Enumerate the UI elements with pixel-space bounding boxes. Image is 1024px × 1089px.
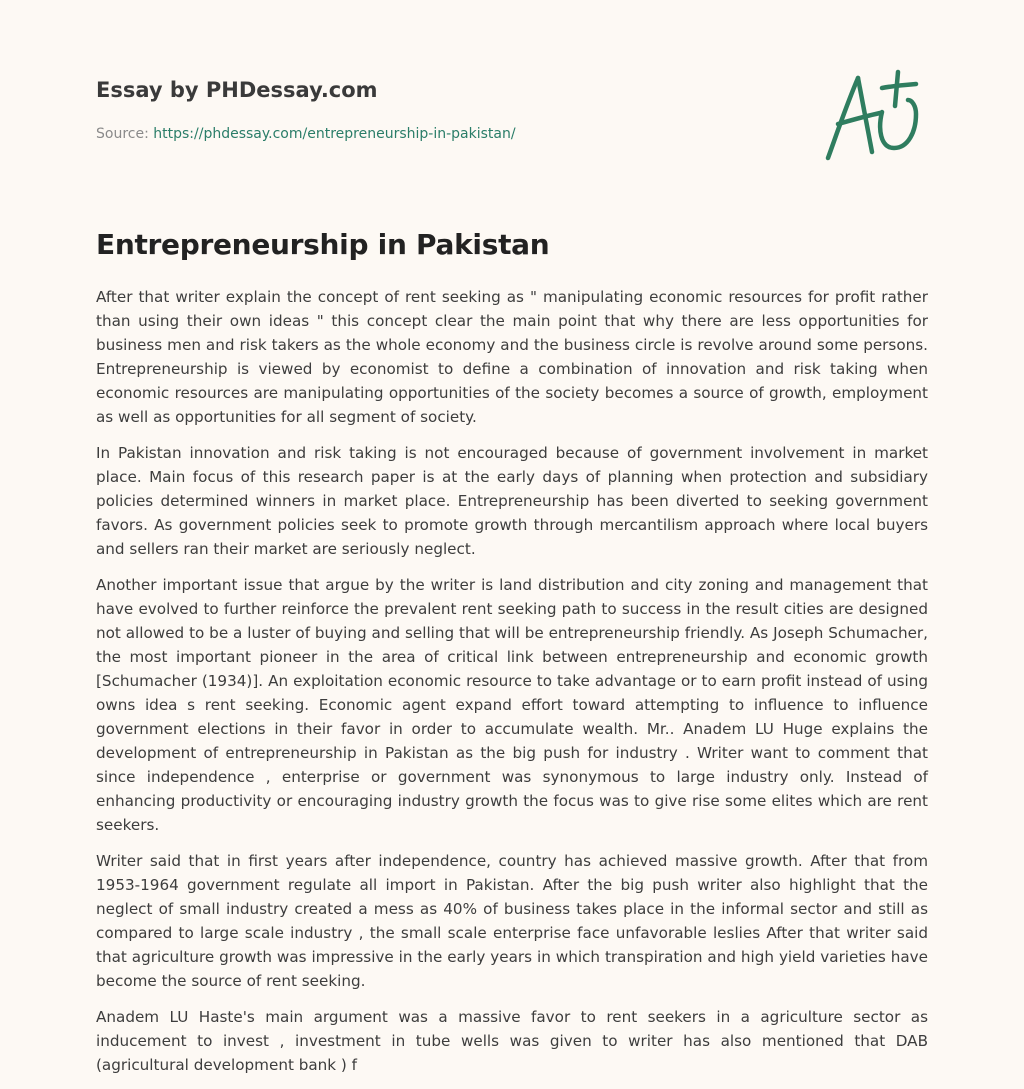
paragraph: Anadem LU Haste's main argument was a massive favor to rent seekers in a agriculture sector as inducement to invest , investment in tube wells was given to writer has also mentioned that DAB (agricultural development bank ) f	[96, 1008, 928, 1074]
a-plus-grade-icon	[822, 66, 932, 166]
source-label: Source:	[96, 126, 149, 142]
site-brand: Essay by PHDessay.com	[96, 78, 378, 102]
source-line	[96, 124, 796, 144]
page-header	[96, 76, 796, 144]
paragraph: After that writer explain the concept of rent seeking as " manipulating economic resources for profit rather than using their own ideas " this concept clear the main point that why there are less opportunities for business men and risk takers as the whole economy and the business circle is revolve around some persons. Entrepreneurship is viewed by economist to define a combination of innovation and risk taking when economic resources are manipulating opportunities of the society becomes a source of growth, employment as well as opportunities for all segment of society.	[96, 288, 928, 426]
source-link[interactable]: https://phdessay.com/entrepreneurship-in-pakistan/	[153, 126, 516, 142]
paragraph: Another important issue that argue by the writer is land distribution and city zoning and management that have evolved to further reinforce the prevalent rent seeking path to success in the result cities are designed not allowed to be a luster of buying and selling that will be entrepreneurship friendly. As Joseph Schumacher, the most important pioneer in the area of critical link between entrepreneurship and economic growth [Schumacher (1934)]. An exploitation economic resource to take advantage or to earn profit instead of using owns idea s rent seeking. Economic agent expand effort toward attempting to influence to influence government elections in their favor in order to accumulate wealth. Mr.. Anadem LU Huge explains the development of entrepreneurship in Pakistan as the big push for industry . Writer want to comment that since independence , enterprise or government was synonymous to large industry only. Instead of enhancing productivity or encouraging industry growth the focus was to give rise some elites which are rent seekers.	[96, 576, 928, 834]
article-title: Entrepreneurship in Pakistan	[96, 228, 550, 261]
paragraph: Writer said that in first years after independence, country has achieved massive growth. After that from 1953-1964 government regulate all import in Pakistan. After the big push writer also highlight that the neglect of small industry created a mess as 40% of business takes place in the informal sector and still as compared to large scale industry , the small scale enterprise face unfavorable leslies After that writer said that agriculture growth was impressive in the early years in which transpiration and high yield varieties have become the source of rent seeking.	[96, 852, 928, 990]
paragraph: In Pakistan innovation and risk taking is not encouraged because of government involvement in market place. Main focus of this research paper is at the early days of planning when protection and subsidiary policies determined winners in market place. Entrepreneurship has been diverted to seeking government favors. As government policies seek to promote growth through mercantilism approach where local buyers and sellers ran their market are seriously neglect.	[96, 444, 928, 558]
article-body	[96, 285, 928, 1089]
